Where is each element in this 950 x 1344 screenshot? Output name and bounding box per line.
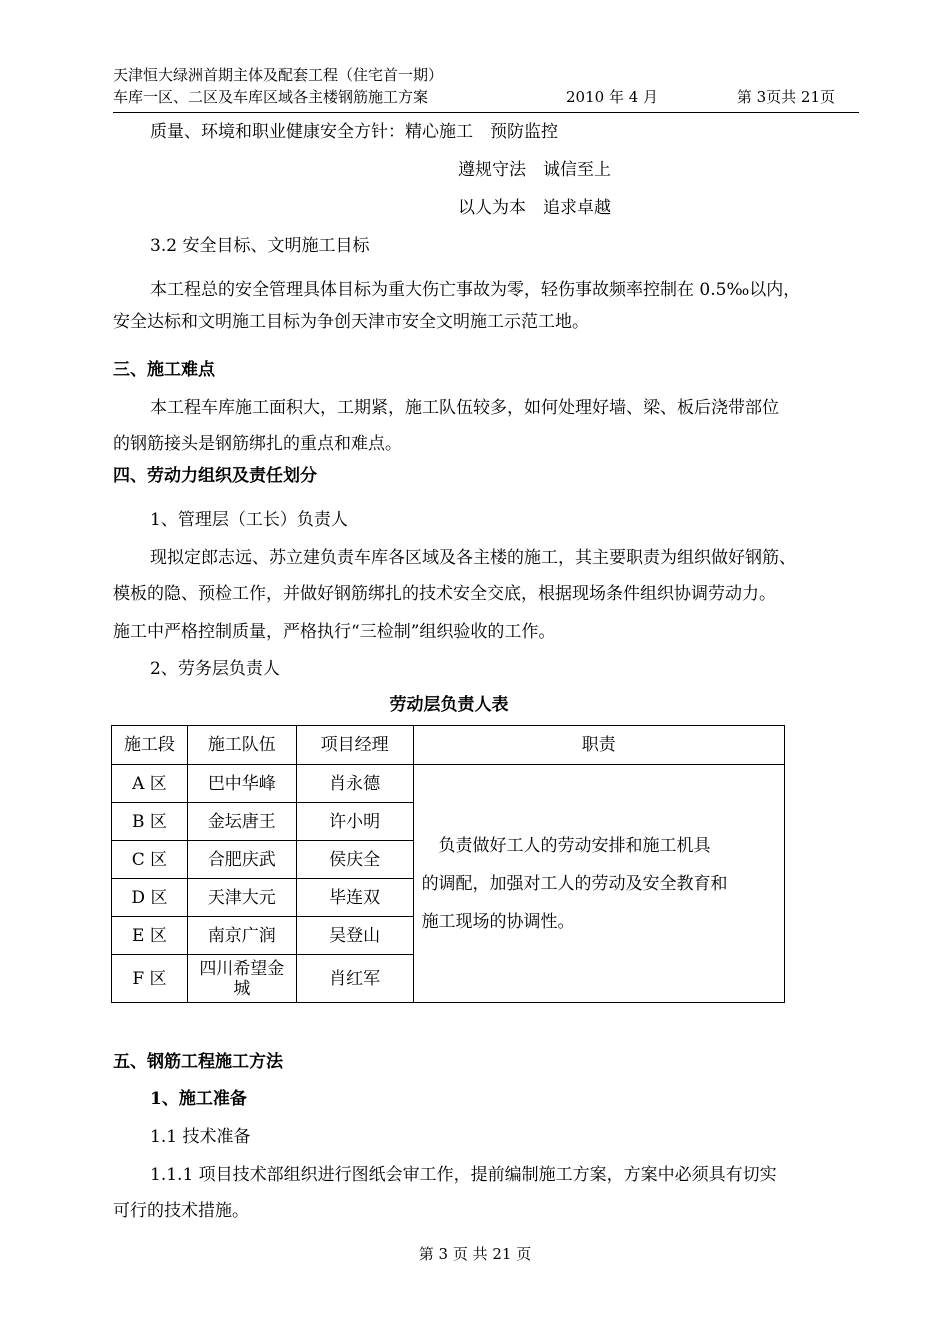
section-5-1-title: 1、施工准备 — [150, 1089, 247, 1109]
duty-text: 施工现场的协调性。 — [421, 911, 575, 932]
policy-line-1: 质量、环境和职业健康安全方针：精心施工 预防监控 — [150, 122, 558, 142]
table-cell: 毕连双 — [296, 879, 413, 917]
table-cell: 南京广润 — [187, 917, 296, 955]
table-cell: 天津大元 — [187, 879, 296, 917]
table-header-cell: 施工队伍 — [187, 726, 296, 765]
paragraph: 安全达标和文明施工目标为争创天津市安全文明施工示范工地。 — [113, 312, 589, 332]
section-4-2-title: 2、劳务层负责人 — [150, 659, 280, 679]
table-header-cell: 项目经理 — [296, 726, 413, 765]
table-row — [112, 765, 785, 803]
section-4-heading: 四、劳动力组织及责任划分 — [113, 466, 317, 486]
table-cell: 合肥庆武 — [187, 841, 296, 879]
header-project-title: 天津恒大绿洲首期主体及配套工程（住宅首一期） — [113, 66, 444, 84]
header-page-number: 第 3页共 21页 — [736, 88, 835, 106]
duty-text: 的调配，加强对工人的劳动及安全教育和 — [421, 873, 728, 894]
table-cell: 吴登山 — [296, 917, 413, 955]
table-cell: 金坛唐王 — [187, 803, 296, 841]
table-cell: E 区 — [112, 917, 188, 955]
table-cell: 肖永德 — [296, 765, 413, 803]
table-cell: 侯庆全 — [296, 841, 413, 879]
labor-responsibility-table — [111, 725, 785, 1003]
section-5-heading: 五、钢筋工程施工方法 — [113, 1052, 283, 1072]
paragraph: 本工程车库施工面积大，工期紧，施工队伍较多，如何处理好墙、梁、板后浇带部位 — [150, 398, 779, 418]
paragraph: 可行的技术措施。 — [113, 1201, 249, 1221]
table-cell: A 区 — [112, 765, 188, 803]
duty-cell — [413, 765, 784, 1003]
section-5-1-1-title: 1.1 技术准备 — [150, 1127, 251, 1147]
paragraph: 现拟定郎志远、苏立建负责车库各区域及各主楼的施工，其主要职责为组织做好钢筋、 — [150, 548, 796, 568]
paragraph: 施工中严格控制质量，严格执行“三检制”组织验收的工作。 — [113, 622, 556, 642]
header-rule — [113, 112, 859, 113]
table-cell: 四川希望金城 — [187, 955, 296, 1003]
section-3-2-title: 3.2 安全目标、文明施工目标 — [150, 236, 370, 256]
table-header-cell: 职责 — [413, 726, 784, 765]
header-doc-title: 车库一区、二区及车库区域各主楼钢筋施工方案 — [113, 88, 429, 106]
paragraph: 模板的隐、预检工作，并做好钢筋绑扎的技术安全交底，根据现场条件组织协调劳动力。 — [113, 584, 776, 604]
paragraph: 的钢筋接头是钢筋绑扎的重点和难点。 — [113, 434, 402, 454]
table-cell: C 区 — [112, 841, 188, 879]
paragraph: 本工程总的安全管理具体目标为重大伤亡事故为零，轻伤事故频率控制在 0.5‰以内， — [150, 280, 801, 300]
policy-line-2: 遵规守法 诚信至上 — [458, 160, 611, 180]
page-footer: 第 3 页 共 21 页 — [418, 1245, 532, 1263]
policy-line-3: 以人为本 追求卓越 — [458, 198, 611, 218]
table-cell: B 区 — [112, 803, 188, 841]
section-3-heading: 三、施工难点 — [113, 360, 215, 380]
table-cell: D 区 — [112, 879, 188, 917]
page-header — [113, 64, 859, 108]
table-header-cell: 施工段 — [112, 726, 188, 765]
table-header-row — [112, 726, 785, 765]
duty-text: 负责做好工人的劳动安排和施工机具 — [421, 835, 711, 856]
table-cell: F 区 — [112, 955, 188, 1003]
table-cell: 许小明 — [296, 803, 413, 841]
section-4-1-title: 1、管理层（工长）负责人 — [150, 510, 348, 530]
header-date: 2010 年 4 月 — [566, 88, 659, 106]
table-caption: 劳动层负责人表 — [389, 695, 509, 715]
paragraph: 1.1.1 项目技术部组织进行图纸会审工作，提前编制施工方案，方案中必须具有切实 — [150, 1165, 777, 1185]
table-cell: 肖红军 — [296, 955, 413, 1003]
table-cell: 巴中华峰 — [187, 765, 296, 803]
